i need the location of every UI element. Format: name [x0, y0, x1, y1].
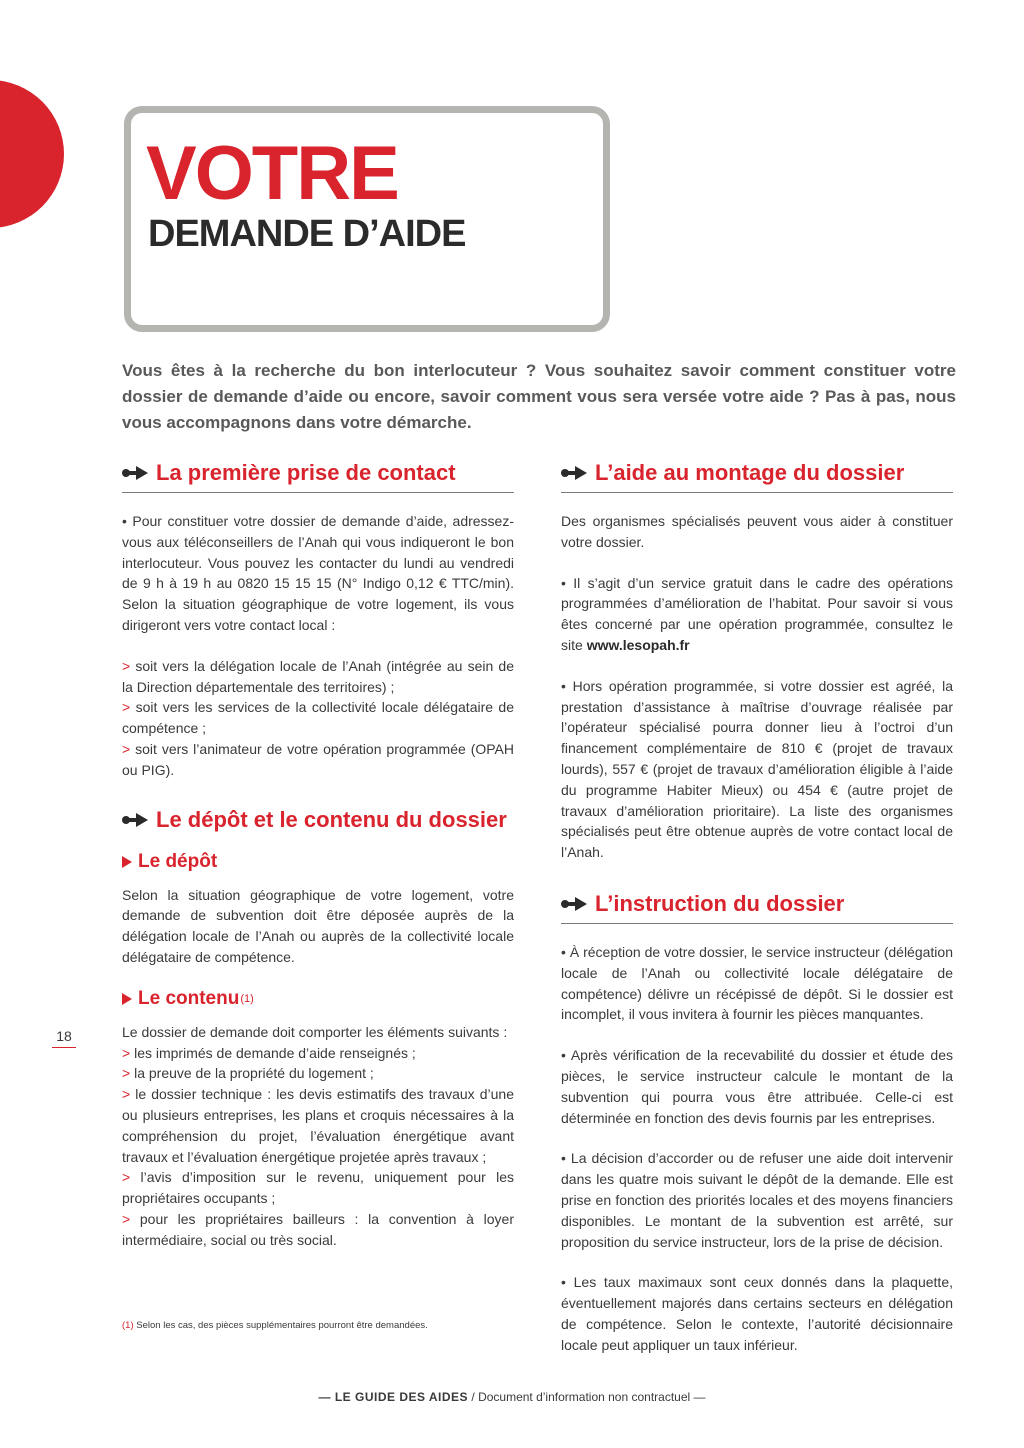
subheading-depot: Le dépôt	[122, 849, 514, 875]
paragraph: • Pour constituer votre dossier de demande d’aide, adressez-vous aux téléconseillers de l’Anah qui vous indiqueront le bon interlocuteur. Vous pouvez les contacter du lundi au vendredi de 9 h à 19 h au 0820 15 15 15 (N° Indigo 0,12 € TTC/min). Selon la situation géographique de votre logement, ils vous dirigeront vers votre contact local :	[122, 513, 514, 633]
footnote	[122, 1320, 522, 1331]
footnote-mark: (1)	[122, 1320, 134, 1331]
list-item: > pour les propriétaires bailleurs : la convention à loyer intermédiaire, social ou très social.	[122, 1210, 514, 1248]
footer-guide: — LE GUIDE DES AIDES	[318, 1390, 469, 1404]
paragraph: Le dossier de demande doit comporter les éléments suivants :	[122, 1023, 508, 1040]
intro-paragraph: Vous êtes à la recherche du bon interlocuteur ? Vous souhaitez savoir comment constituer votre dossier de demande d’aide ou encore, savoir comment vous sera versée votre aide ? Pas à pas, nous vous accompagnons dans votre démarche.	[122, 361, 956, 432]
list-item: > soit vers la délégation locale de l’Anah (intégrée au sein de la Direction départementale des territoires) ;	[122, 657, 515, 695]
list-item: > la preuve de la propriété du logement ;	[122, 1065, 374, 1082]
triangle-icon	[122, 856, 132, 868]
paragraph: Selon la situation géographique de votre logement, votre demande de subvention doit être déposée auprès de la délégation locale de l’Anah ou auprès de la collectivité locale délégataire de compétence.	[122, 886, 514, 965]
red-disc-decoration	[0, 80, 64, 228]
paragraph: • La décision d’accorder ou de refuser une aide doit intervenir dans les quatre mois suivant le dépôt de la demande. Elle est prise en fonction des priorités locales et des moyens financiers disponibles. Le montant de la subvention est arrêté, sur proposition du service instructeur, lors de la prise de décision.	[561, 1150, 953, 1250]
paragraph: • Les taux maximaux sont ceux donnés dans la plaquette, éventuellement majorés dans certains secteurs en délégation de compétence. Selon le contexte, l’autorité décisionnaire locale peut appliquer un taux inférieur.	[561, 1274, 953, 1353]
section-heading-deposit-content	[122, 805, 514, 839]
heading-text: Le dépôt et le contenu du dossier	[156, 806, 507, 832]
double-arrow-icon	[122, 466, 148, 480]
list-item: > le dossier technique : les devis estimatifs des travaux d’une ou plusieurs entreprises, les plans et croquis nécessaires à la compréhension du projet, l’évaluation énergétique avant travaux et l’évaluation énergétique projetée après travaux ;	[122, 1086, 514, 1165]
heading-text: L’instruction du dossier	[595, 890, 845, 916]
right-column	[561, 458, 953, 1356]
paragraph: Des organismes spécialisés peuvent vous aider à constituer votre dossier.	[561, 513, 953, 550]
double-arrow-icon	[561, 897, 587, 911]
list-item: > l’avis d’imposition sur le revenu, uniquement pour les propriétaires occupants ;	[122, 1169, 514, 1207]
heading-text: La première prise de contact	[156, 460, 456, 485]
heading-text: L’aide au montage du dossier	[595, 460, 905, 485]
list-item: > soit vers l’animateur de votre opération programmée (OPAH ou PIG).	[122, 740, 514, 778]
subheading-contenu: Le contenu (1)	[122, 986, 514, 1012]
footer	[0, 1390, 1024, 1404]
list-item: > soit vers les services de la collectivité locale délégataire de compétence ;	[122, 699, 514, 737]
website-link[interactable]: www.lesopah.fr	[586, 636, 690, 653]
paragraph: • Il s’agit d’un service gratuit dans le cadre des opérations programmées d’amélioration de l’habitat. Pour savoir si vous êtes concerné par une opération programmée, consultez le site www.lesopah.fr	[561, 574, 953, 653]
paragraph: • À réception de votre dossier, le service instructeur (délégation locale de l’Anah ou collectivité locale délégataire de compétence) délivre un récépissé de dépôt. Si le dossier est incomplet, il vous invitera à fournir les pièces manquantes.	[561, 943, 953, 1023]
double-arrow-icon	[561, 466, 587, 480]
list-item: > les imprimés de demande d’aide renseignés ;	[122, 1044, 416, 1061]
double-arrow-icon	[122, 813, 148, 827]
page-number: 18	[52, 1028, 76, 1048]
page-subtitle: DEMANDE D’AIDE	[148, 213, 466, 255]
section-heading-assistance	[561, 458, 953, 493]
footer-disclaimer: / Document d’information non contractuel —	[468, 1390, 706, 1404]
footnote-text: Selon les cas, des pièces supplémentaires pourront être demandées.	[136, 1320, 428, 1331]
left-column	[122, 458, 514, 1251]
triangle-icon	[122, 993, 132, 1005]
section-heading-first-contact	[122, 458, 514, 493]
paragraph: • Après vérification de la recevabilité du dossier et étude des pièces, le service instructeur calcule le montant de la subvention qui pourra vous être attribuée. Celle-ci est déterminée en fonction des devis fournis par les entreprises.	[561, 1047, 953, 1126]
page-title: VOTRE	[146, 131, 398, 216]
section-heading-instruction	[561, 889, 953, 924]
paragraph: • Hors opération programmée, si votre dossier est agréé, la prestation d’assistance à maîtrise d’ouvrage réalisée par l’opérateur spécialisé pourra donner lieu à l’octroi d’un financement complémentaire de 810 € (projet de travaux lourds), 557 € (projet de travaux d’amélioration éligible à l’aide du programme Habiter Mieux) ou 454 € (autre projet de travaux d’amélioration prioritaire). La liste des organismes spécialisés peut être obtenue auprès de votre contact local de l’Anah.	[561, 677, 953, 861]
footnote-ref: (1)	[240, 992, 254, 1005]
